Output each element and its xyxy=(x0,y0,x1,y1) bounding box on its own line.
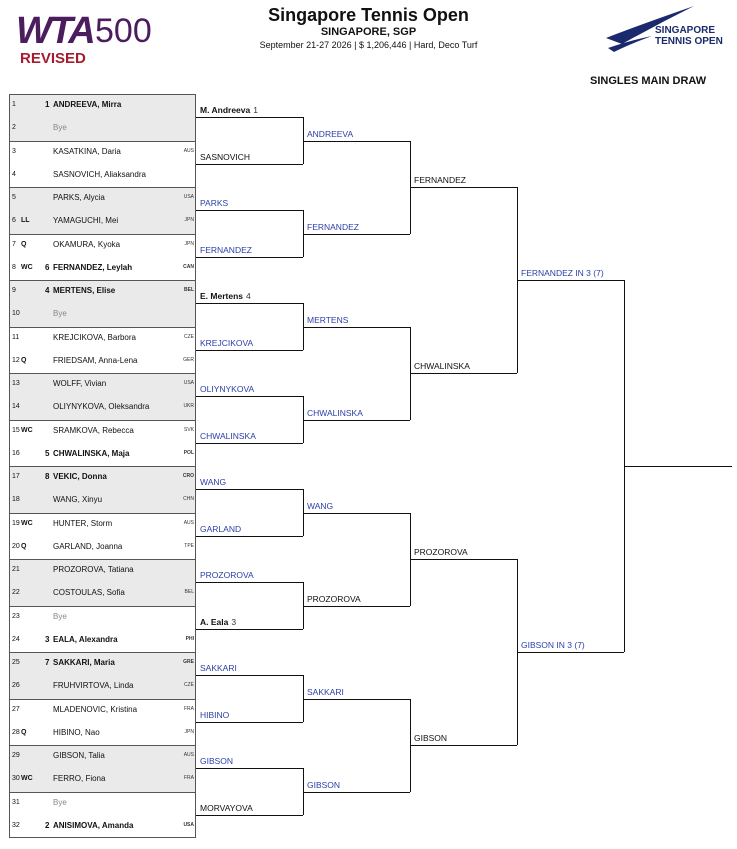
entry-number: 7 xyxy=(12,240,16,248)
entry-player-name: OLIYNYKOVA, Oleksandra xyxy=(53,402,150,412)
entry-player-name: Bye xyxy=(53,309,67,319)
entry-number: 24 xyxy=(12,635,20,643)
entry-seed: 7 xyxy=(45,658,50,667)
bracket-line xyxy=(303,513,410,514)
bracket-player-name: GARLAND xyxy=(200,523,242,534)
bracket-player-name: GIBSON xyxy=(200,756,234,767)
entry-country: AUS xyxy=(183,519,194,526)
entry-country: BEL xyxy=(184,589,194,596)
bracket-player-name: A. Eala xyxy=(200,616,229,627)
bracket-player-name: HIBINO xyxy=(200,709,230,720)
entry-number: 2 xyxy=(12,124,16,132)
bracket-result xyxy=(200,152,250,162)
entry-number: 23 xyxy=(12,612,20,620)
entry-player-name: CHWALINSKA, Maja xyxy=(53,448,130,458)
entry-country: AUS xyxy=(183,752,194,758)
bracket-result xyxy=(307,408,363,418)
event-logo-text xyxy=(655,25,723,47)
bracket-result xyxy=(414,547,468,557)
bracket-player-name: E. Mertens xyxy=(200,291,243,302)
bracket-player-name: SASNOVICH xyxy=(200,151,251,162)
entry-list-border xyxy=(9,94,196,838)
bracket-player-name: M. Andreeva xyxy=(200,105,251,116)
entry-country: GRE xyxy=(183,659,194,665)
bracket-player-name: SAKKARI xyxy=(307,686,344,697)
entry-status: Q xyxy=(21,240,27,248)
entry-country: JPN xyxy=(184,217,194,224)
bracket-line xyxy=(303,792,410,793)
bracket-result xyxy=(414,175,466,185)
bracket-player-name: GIBSON xyxy=(414,733,448,743)
entry-country: USA xyxy=(183,821,194,828)
entry-status: Q xyxy=(21,542,27,550)
entry-number: 26 xyxy=(12,682,20,690)
bracket-line xyxy=(196,489,303,490)
entry-number: 10 xyxy=(12,310,20,318)
bracket-player-name: GIBSON xyxy=(307,779,341,790)
entry-player-name: Bye xyxy=(53,611,67,621)
entry-seed: 1 xyxy=(45,100,50,109)
entry-player-name: COSTOULAS, Sofia xyxy=(53,588,125,598)
bracket-result xyxy=(200,291,251,301)
bracket-line xyxy=(303,141,410,142)
tournament-info: September 21-27 2026 | $ 1,206,446 | Hard, Deco Turf xyxy=(259,40,478,50)
entry-number: 29 xyxy=(12,752,20,759)
bracket-line xyxy=(196,350,303,351)
bracket-result xyxy=(307,222,359,232)
bracket-player-name: FERNANDEZ xyxy=(307,221,359,232)
bracket-line xyxy=(196,164,303,165)
entry-player-name: PARKS, Alycia xyxy=(53,193,105,202)
entry-player-name: FERNANDEZ, Leylah xyxy=(53,262,133,272)
bracket-result xyxy=(200,198,228,208)
bracket-player-name: ANDREEVA xyxy=(307,128,354,139)
entry-player-name: ANDREEVA, Mirra xyxy=(53,100,122,109)
bracket-player-name: PROZOROVA xyxy=(200,570,254,581)
bracket-result xyxy=(307,594,361,604)
bracket-player-name: FERNANDEZ xyxy=(414,175,466,185)
bracket-line xyxy=(303,327,410,328)
bracket-line xyxy=(410,187,517,188)
entry-country: AUS xyxy=(183,147,194,154)
entry-player-name: OKAMURA, Kyoka xyxy=(53,239,121,249)
bracket-result xyxy=(200,477,226,487)
entry-player-name: KASATKINA, Daria xyxy=(53,146,121,156)
bracket-result xyxy=(200,431,256,441)
bracket-line xyxy=(196,443,303,444)
entry-player-name: SASNOVICH, Aliaksandra xyxy=(53,169,146,179)
entry-number: 6 xyxy=(12,217,16,225)
entry-number: 9 xyxy=(12,287,16,294)
entry-player-name: YAMAGUCHI, Mei xyxy=(53,216,119,226)
tournament-location: SINGAPORE, SGP xyxy=(320,26,417,38)
entry-number: 18 xyxy=(12,496,20,504)
bracket-line xyxy=(517,652,624,653)
entry-country: CRO xyxy=(182,473,194,479)
bracket-result xyxy=(414,361,470,371)
bracket-player-name: PARKS xyxy=(200,198,229,209)
bracket-result xyxy=(307,315,348,325)
bracket-player-name: CHWALINSKA xyxy=(200,430,256,441)
entry-seed: 6 xyxy=(45,262,50,272)
entry-player-name: SAKKARI, Maria xyxy=(53,658,115,667)
bracket-line xyxy=(624,466,732,467)
entry-player-name: FERRO, Fiona xyxy=(53,774,106,784)
wta-logo: WTA xyxy=(16,10,94,52)
entry-player-name: WOLFF, Vivian xyxy=(53,379,107,388)
bracket-line xyxy=(410,373,517,374)
entry-seed: 3 xyxy=(45,634,50,644)
bracket-line xyxy=(196,396,303,397)
bracket-line xyxy=(196,629,303,630)
entry-player-name: Bye xyxy=(53,123,67,133)
entry-country: USA xyxy=(183,194,194,200)
entry-player-name: FRIEDSAM, Anna-Lena xyxy=(53,355,138,365)
entry-country: JPN xyxy=(184,728,194,735)
entry-player-name: SRAMKOVA, Rebecca xyxy=(53,425,134,435)
entry-seed: 8 xyxy=(45,472,50,481)
entry-country: BEL xyxy=(184,287,194,293)
bracket-line xyxy=(196,210,303,211)
entry-number: 8 xyxy=(12,263,16,271)
entry-country: JPN xyxy=(184,240,194,247)
entry-country: USA xyxy=(183,380,194,386)
bracket-result xyxy=(200,570,254,580)
entry-number: 16 xyxy=(12,449,20,457)
entry-number: 32 xyxy=(12,821,20,829)
entry-number: 28 xyxy=(12,728,20,736)
bracket-result xyxy=(200,524,241,534)
bracket-line xyxy=(196,582,303,583)
entry-number: 1 xyxy=(12,101,16,108)
entry-number: 3 xyxy=(12,147,16,155)
entry-country: TPE xyxy=(184,542,194,549)
bracket-result xyxy=(307,687,344,697)
bracket-line xyxy=(196,303,303,304)
entry-player-name: EALA, Alexandra xyxy=(53,634,118,644)
bracket-line xyxy=(196,536,303,537)
entry-number: 21 xyxy=(12,566,20,573)
entry-number: 13 xyxy=(12,380,20,387)
bracket-player-name: WANG xyxy=(307,500,334,511)
bracket-player-name: PROZOROVA xyxy=(307,593,361,604)
bracket-player-name: WANG xyxy=(200,477,227,488)
entry-player-name: PROZOROVA, Tatiana xyxy=(53,565,134,574)
bracket-result xyxy=(200,710,229,720)
bracket-line xyxy=(196,768,303,769)
entry-country: FRA xyxy=(184,775,194,782)
bracket-player-name: SAKKARI xyxy=(200,663,237,674)
bracket-result xyxy=(200,803,253,813)
bracket-result xyxy=(200,245,252,255)
entry-country: UKR xyxy=(183,403,194,410)
entry-status: Q xyxy=(21,728,27,736)
entry-country: GER xyxy=(183,356,194,363)
entry-player-name: KREJCIKOVA, Barbora xyxy=(53,332,136,342)
entry-country: CZE xyxy=(184,333,194,340)
bracket-line xyxy=(196,257,303,258)
bracket-line xyxy=(303,699,410,700)
bracket-result xyxy=(200,384,254,394)
entry-player-name: WANG, Xinyu xyxy=(53,495,103,505)
entry-player-name: FRUHVIRTOVA, Linda xyxy=(53,681,134,691)
bracket-result xyxy=(200,617,236,627)
bracket-result xyxy=(307,501,333,511)
entry-number: 20 xyxy=(12,542,20,550)
bracket-line xyxy=(196,117,303,118)
entry-player-name: HIBINO, Nao xyxy=(53,727,100,737)
bracket-player-name: MORVAYOVA xyxy=(200,802,253,813)
entry-player-name: MLADENOVIC, Kristina xyxy=(53,704,138,714)
tournament-title: Singapore Tennis Open xyxy=(268,5,469,25)
bracket-player-name: FERNANDEZ xyxy=(200,244,252,255)
entry-number: 14 xyxy=(12,403,20,411)
entry-number: 19 xyxy=(12,519,20,527)
entry-country: SVK xyxy=(183,426,194,433)
bracket-player-seed: 4 xyxy=(246,291,251,302)
entry-number: 12 xyxy=(12,356,20,364)
entry-country: POL xyxy=(183,449,194,456)
entry-seed: 2 xyxy=(45,820,50,830)
event-logo-line1: SINGAPORE xyxy=(655,25,716,36)
wta-500-label: 500 xyxy=(95,12,152,50)
bracket-player-seed: 3 xyxy=(231,616,237,627)
bracket-player-name: CHWALINSKA xyxy=(414,361,470,371)
bracket-player-name: OLIYNYKOVA xyxy=(200,384,255,395)
entry-player-name: GIBSON, Talia xyxy=(53,751,105,760)
entry-country: CZE xyxy=(184,682,194,689)
bracket-player-name: KREJCIKOVA xyxy=(200,337,254,348)
entry-number: 5 xyxy=(12,194,16,201)
bracket-line xyxy=(196,675,303,676)
bracket-result xyxy=(200,338,253,348)
bracket-line xyxy=(303,606,410,607)
bracket-line xyxy=(410,559,517,560)
entry-player-name: ANISIMOVA, Amanda xyxy=(53,820,134,830)
entry-number: 15 xyxy=(12,426,20,434)
entry-country: FRA xyxy=(184,705,194,712)
entry-seed: 5 xyxy=(45,448,50,458)
bracket-result xyxy=(307,129,353,139)
entry-status: Q xyxy=(21,356,27,364)
bracket-result xyxy=(521,268,604,278)
bracket-line xyxy=(517,280,624,281)
bracket-result xyxy=(414,733,447,743)
bracket-line xyxy=(196,815,303,816)
bracket-result xyxy=(200,663,237,673)
entry-country: PHI xyxy=(185,635,194,642)
entry-player-name: VEKIC, Donna xyxy=(53,472,107,481)
entry-number: 31 xyxy=(12,798,20,806)
entry-number: 22 xyxy=(12,589,20,597)
entry-country: CHN xyxy=(183,496,194,503)
entry-status: LL xyxy=(21,217,30,225)
entry-number: 17 xyxy=(12,473,20,480)
entry-country: CAN xyxy=(183,263,194,270)
entry-number: 25 xyxy=(12,659,20,666)
entry-number: 27 xyxy=(12,705,20,713)
bracket-player-name: MERTENS xyxy=(307,314,349,325)
entry-player-name: Bye xyxy=(53,797,67,807)
entry-number: 30 xyxy=(12,775,20,783)
bracket-result xyxy=(307,780,340,790)
bracket-result xyxy=(200,105,258,115)
entry-status: WC xyxy=(21,263,33,271)
bracket-player-name: CHWALINSKA xyxy=(307,407,363,418)
entry-status: WC xyxy=(21,775,33,783)
entry-status: WC xyxy=(21,519,33,527)
bracket-line xyxy=(303,234,410,235)
entry-number: 4 xyxy=(12,170,16,178)
entry-player-name: HUNTER, Storm xyxy=(53,518,113,528)
bracket-player-name: FERNANDEZ IN 3 (7) xyxy=(521,268,604,278)
bracket-player-seed: 1 xyxy=(253,105,258,116)
bracket-player-name: GIBSON IN 3 (7) xyxy=(521,640,585,650)
entry-player-name: MERTENS, Elise xyxy=(53,286,116,295)
entry-seed: 4 xyxy=(45,286,50,295)
event-logo-line2: TENNIS OPEN xyxy=(655,36,723,47)
bracket-line xyxy=(303,420,410,421)
bracket-line xyxy=(196,722,303,723)
bracket-result xyxy=(521,640,585,650)
bracket-line xyxy=(410,745,517,746)
entry-number: 11 xyxy=(12,333,20,341)
revised-label: REVISED xyxy=(20,50,86,67)
entry-status: WC xyxy=(21,426,33,434)
draw-type-label: SINGLES MAIN DRAW xyxy=(590,75,707,87)
entry-player-name: GARLAND, Joanna xyxy=(53,541,123,551)
bracket-result xyxy=(200,756,233,766)
bracket-player-name: PROZOROVA xyxy=(414,547,468,557)
